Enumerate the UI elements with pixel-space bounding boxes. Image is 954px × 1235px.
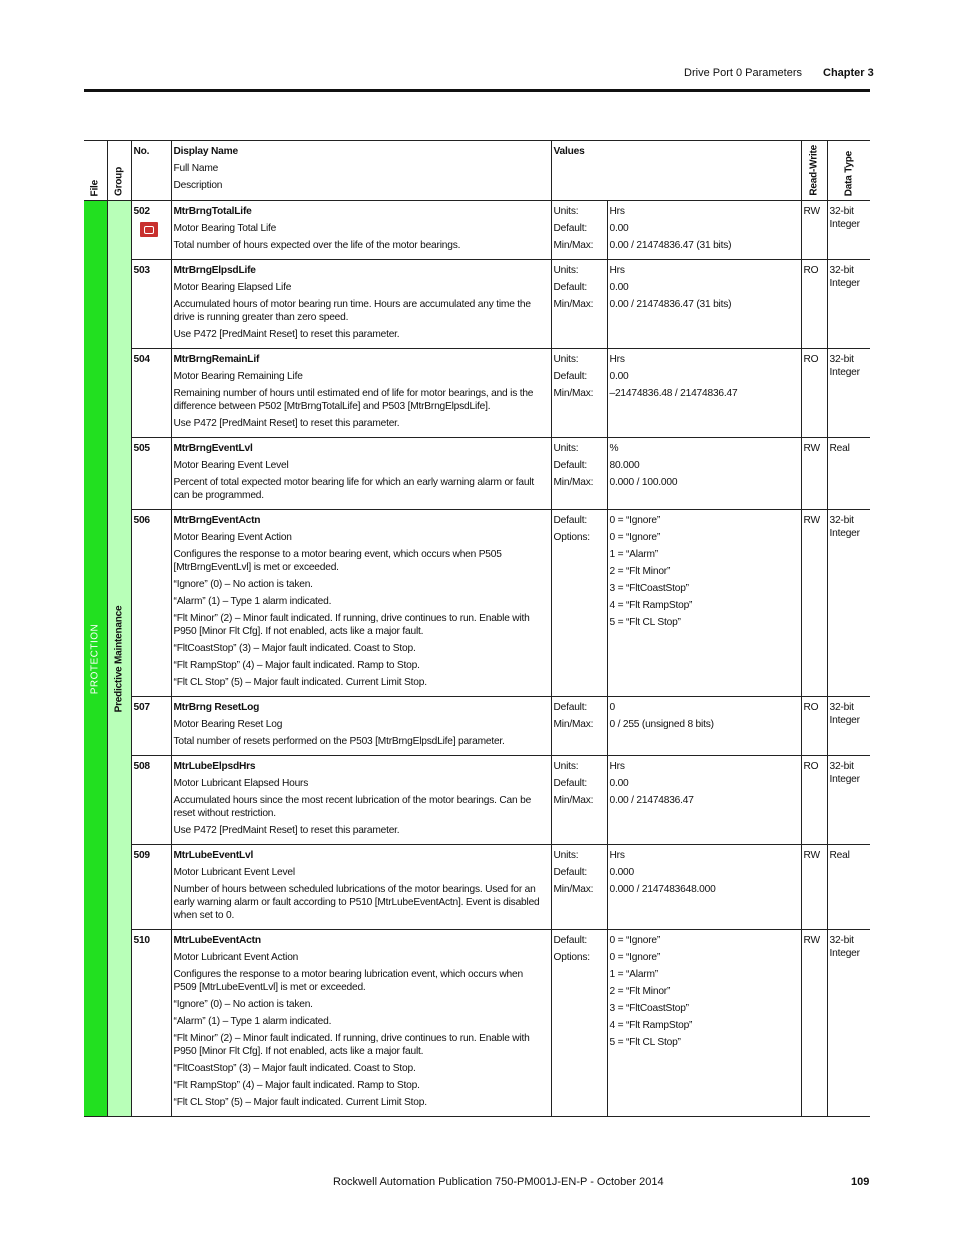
value-cell (607, 260, 801, 349)
value-text: 5 = “Flt CL Stop” (609, 1037, 681, 1048)
value-text: 1 = “Alarm” (609, 969, 658, 980)
value-label-cell (551, 349, 607, 438)
param-display-name: MtrBrngRemainLif (173, 354, 260, 365)
value-text: Hrs (609, 265, 625, 276)
read-write-cell: RW (801, 510, 827, 697)
param-number: 509 (133, 850, 150, 861)
param-number-cell (131, 756, 171, 845)
param-description: “Flt Minor” (2) – Minor fault indicated. If running, drive continues to run. Enable with P950 [Minor Flt Cfg]. If not enabled, acts like a major fault. (173, 1033, 530, 1057)
param-number-cell (131, 349, 171, 438)
param-description: Use P472 [PredMaint Reset] to reset this parameter. (173, 418, 400, 429)
value-cell (607, 930, 801, 1117)
param-description: Configures the response to a motor bearing event, which occurs when P505 [MtrBrngEventLvl] is met or exceeded. (173, 549, 502, 573)
data-type-cell: 32-bit Integer (827, 756, 870, 845)
param-name-cell (171, 438, 551, 510)
value-label: Default: (553, 371, 588, 382)
value-cell (607, 697, 801, 756)
value-cell (607, 201, 801, 260)
value-text: 0.00 / 21474836.47 (609, 795, 694, 806)
param-display-name: MtrBrngTotalLife (173, 206, 252, 217)
param-description: “Alarm” (1) – Type 1 alarm indicated. (173, 1016, 332, 1027)
param-description: “FltCoastStop” (3) – Major fault indicated. Coast to Stop. (173, 1063, 416, 1074)
table-row (84, 930, 870, 1117)
value-label: Units: (553, 850, 579, 861)
value-text: 4 = “Flt RampStop” (609, 600, 693, 611)
group-label: Predictive Maintenance (113, 605, 125, 712)
data-type-cell: 32-bit Integer (827, 930, 870, 1117)
col-header-group: Group (107, 141, 131, 201)
param-name-cell (171, 930, 551, 1117)
value-text: Hrs (609, 354, 625, 365)
value-text: 2 = “Flt Minor” (609, 986, 671, 997)
value-label: Min/Max: (553, 795, 594, 806)
value-label: Default: (553, 460, 588, 471)
col-header-display-name: Display Name Full Name Description (171, 141, 551, 201)
param-display-name: MtrBrngEventLvl (173, 443, 253, 454)
value-cell (607, 438, 801, 510)
file-label: PROTECTION (89, 623, 101, 694)
value-label-cell (551, 438, 607, 510)
param-name-cell (171, 845, 551, 930)
param-full-name: Motor Bearing Elapsed Life (173, 282, 292, 293)
value-text: 0 / 255 (unsigned 8 bits) (609, 719, 714, 730)
value-cell (607, 756, 801, 845)
param-display-name: MtrLubeElpsdHrs (173, 761, 256, 772)
param-number: 504 (133, 354, 150, 365)
value-label: Units: (553, 354, 579, 365)
param-description: “Flt CL Stop” (5) – Major fault indicated. Current Limit Stop. (173, 1097, 427, 1108)
value-text: 0 = “Ignore” (609, 952, 661, 963)
param-full-name: Motor Lubricant Event Level (173, 867, 295, 878)
param-number-cell (131, 260, 171, 349)
read-write-cell: RO (801, 349, 827, 438)
read-write-cell: RO (801, 756, 827, 845)
running-header-section: Drive Port 0 Parameters (684, 67, 802, 79)
param-description: Remaining number of hours until estimated end of life for motor bearings, and is the difference between P502 [MtrBrngTotalLife] and P503 [MtrBrngElpsdLife]. (173, 388, 534, 412)
value-label: Default: (553, 515, 588, 526)
param-name-cell (171, 510, 551, 697)
value-label: Options: (553, 952, 590, 963)
value-text: 0 = “Ignore” (609, 532, 661, 543)
param-description: “Ignore” (0) – No action is taken. (173, 579, 313, 590)
value-text: 5 = “Flt CL Stop” (609, 617, 681, 628)
param-description: Total number of hours expected over the life of the motor bearings. (173, 240, 461, 251)
value-text: 0 = “Ignore” (609, 515, 661, 526)
param-number-cell (131, 845, 171, 930)
param-number: 508 (133, 761, 150, 772)
read-write-cell: RW (801, 438, 827, 510)
param-number-cell (131, 930, 171, 1117)
value-label: Units: (553, 443, 579, 454)
value-text: 0.000 / 100.000 (609, 477, 678, 488)
value-label-cell (551, 201, 607, 260)
value-text: 0 = “Ignore” (609, 935, 661, 946)
value-text: 0.00 / 21474836.47 (31 bits) (609, 299, 732, 310)
value-cell (607, 845, 801, 930)
param-number: 503 (133, 265, 150, 276)
value-label: Min/Max: (553, 299, 594, 310)
value-text: 3 = “FltCoastStop” (609, 1003, 689, 1014)
read-write-cell: RW (801, 930, 827, 1117)
value-text: Hrs (609, 206, 625, 217)
col-header-file: File (84, 141, 107, 201)
param-number-cell (131, 697, 171, 756)
param-display-name: MtrBrng ResetLog (173, 702, 260, 713)
param-name-cell (171, 260, 551, 349)
value-text: 1 = “Alarm” (609, 549, 658, 560)
param-description: “Ignore” (0) – No action is taken. (173, 999, 313, 1010)
value-label: Min/Max: (553, 884, 594, 895)
footer-publication: Rockwell Automation Publication 750-PM001J-EN-P - October 2014 (333, 1176, 664, 1188)
param-number-cell (131, 510, 171, 697)
value-label-cell (551, 697, 607, 756)
value-text: Hrs (609, 850, 625, 861)
value-text: 80.000 (609, 460, 640, 471)
col-header-read-write: Read-Write (801, 141, 827, 201)
value-label-cell (551, 510, 607, 697)
value-text: 2 = “Flt Minor” (609, 566, 671, 577)
group-band (107, 201, 131, 1117)
value-text: 0.000 (609, 867, 634, 878)
value-text: 0.00 (609, 223, 629, 234)
param-full-name: Motor Bearing Event Level (173, 460, 289, 471)
data-type-cell: Real (827, 438, 870, 510)
page-number: 109 (851, 1176, 870, 1188)
data-type-cell: 32-bit Integer (827, 349, 870, 438)
param-description: Accumulated hours of motor bearing run time. Hours are accumulated any time the drive is running greater than zero speed. (173, 299, 531, 323)
param-description: “FltCoastStop” (3) – Major fault indicated. Coast to Stop. (173, 643, 416, 654)
table-header-row (84, 141, 870, 201)
table-row (84, 697, 870, 756)
col-header-no: No. (131, 141, 171, 201)
value-label: Default: (553, 867, 588, 878)
file-band (84, 201, 107, 1117)
param-full-name: Motor Bearing Total Life (173, 223, 277, 234)
value-label-cell (551, 756, 607, 845)
value-text: Hrs (609, 761, 625, 772)
value-text: 4 = “Flt RampStop” (609, 1020, 693, 1031)
read-write-cell: RW (801, 845, 827, 930)
value-label-cell (551, 845, 607, 930)
value-label: Min/Max: (553, 477, 594, 488)
value-label: Units: (553, 761, 579, 772)
table-row (84, 438, 870, 510)
param-number-cell (131, 201, 171, 260)
value-text: 0.000 / 2147483648.000 (609, 884, 716, 895)
param-description: Configures the response to a motor bearing lubrication event, which occurs when P509 [MtrLubeEventLvl] is met or exceeded. (173, 969, 523, 993)
read-write-cell: RO (801, 697, 827, 756)
param-full-name: Motor Bearing Event Action (173, 532, 292, 543)
param-display-name: MtrBrngElpsdLife (173, 265, 256, 276)
param-name-cell (171, 756, 551, 845)
value-label: Default: (553, 282, 588, 293)
param-description: “Alarm” (1) – Type 1 alarm indicated. (173, 596, 332, 607)
value-label-cell (551, 930, 607, 1117)
param-full-name: Motor Lubricant Elapsed Hours (173, 778, 309, 789)
param-name-cell (171, 697, 551, 756)
value-label: Min/Max: (553, 719, 594, 730)
value-text: 3 = “FltCoastStop” (609, 583, 689, 594)
table-row (84, 756, 870, 845)
param-number: 510 (133, 935, 150, 946)
col-header-values: Values (551, 141, 801, 201)
data-type-cell: 32-bit Integer (827, 201, 870, 260)
value-label: Default: (553, 223, 588, 234)
param-description: “Flt CL Stop” (5) – Major fault indicated. Current Limit Stop. (173, 677, 427, 688)
safety-badge-icon (140, 222, 158, 237)
value-text: % (609, 443, 619, 454)
param-description: Percent of total expected motor bearing life for which an early warning alarm or fault can be programmed. (173, 477, 534, 501)
value-cell (607, 349, 801, 438)
read-write-cell: RO (801, 260, 827, 349)
value-label: Min/Max: (553, 388, 594, 399)
value-text: 0.00 (609, 778, 629, 789)
table-row (84, 260, 870, 349)
table-row (84, 845, 870, 930)
param-number-cell (131, 438, 171, 510)
param-number: 505 (133, 443, 150, 454)
param-name-cell (171, 201, 551, 260)
data-type-cell: Real (827, 845, 870, 930)
value-label: Default: (553, 778, 588, 789)
param-description: Accumulated hours since the most recent lubrication of the motor bearings. Can be reset without restriction. (173, 795, 532, 819)
param-description: Number of hours between scheduled lubrications of the motor bearings. Used for an early warning alarm or fault according to P510 [MtrLubeEventActn]. Event is disabled when set to 0. (173, 884, 540, 921)
table-row (84, 510, 870, 697)
data-type-cell: 32-bit Integer (827, 510, 870, 697)
param-full-name: Motor Bearing Reset Log (173, 719, 283, 730)
col-header-data-type: Data Type (827, 141, 870, 201)
value-label: Default: (553, 702, 588, 713)
param-number: 506 (133, 515, 150, 526)
param-description: Use P472 [PredMaint Reset] to reset this parameter. (173, 329, 400, 340)
param-display-name: MtrLubeEventActn (173, 935, 261, 946)
param-full-name: Motor Bearing Remaining Life (173, 371, 303, 382)
param-name-cell (171, 349, 551, 438)
value-cell (607, 510, 801, 697)
table-row (84, 349, 870, 438)
param-display-name: MtrLubeEventLvl (173, 850, 254, 861)
value-label: Units: (553, 206, 579, 217)
param-description: Total number of resets performed on the P503 [MtrBrngElpsdLife] parameter. (173, 736, 505, 747)
value-text: –21474836.48 / 21474836.47 (609, 388, 738, 399)
value-text: 0.00 (609, 371, 629, 382)
table-row (84, 201, 870, 260)
value-label: Options: (553, 532, 590, 543)
param-description: Use P472 [PredMaint Reset] to reset this parameter. (173, 825, 400, 836)
value-text: 0.00 (609, 282, 629, 293)
value-label: Units: (553, 265, 579, 276)
param-description: “Flt RampStop” (4) – Major fault indicated. Ramp to Stop. (173, 660, 420, 671)
parameter-table (84, 140, 870, 1117)
value-label: Default: (553, 935, 588, 946)
param-full-name: Motor Lubricant Event Action (173, 952, 299, 963)
param-number: 502 (133, 206, 150, 217)
param-display-name: MtrBrngEventActn (173, 515, 261, 526)
value-text: 0.00 / 21474836.47 (31 bits) (609, 240, 732, 251)
read-write-cell: RW (801, 201, 827, 260)
data-type-cell: 32-bit Integer (827, 697, 870, 756)
value-text: 0 (609, 702, 615, 713)
data-type-cell: 32-bit Integer (827, 260, 870, 349)
param-number: 507 (133, 702, 150, 713)
running-header-chapter: Chapter 3 (823, 67, 874, 79)
param-description: “Flt Minor” (2) – Minor fault indicated. If running, drive continues to run. Enable with P950 [Minor Flt Cfg]. If not enabled, acts like a major fault. (173, 613, 530, 637)
param-description: “Flt RampStop” (4) – Major fault indicated. Ramp to Stop. (173, 1080, 420, 1091)
header-rule (84, 89, 870, 92)
value-label: Min/Max: (553, 240, 594, 251)
value-label-cell (551, 260, 607, 349)
